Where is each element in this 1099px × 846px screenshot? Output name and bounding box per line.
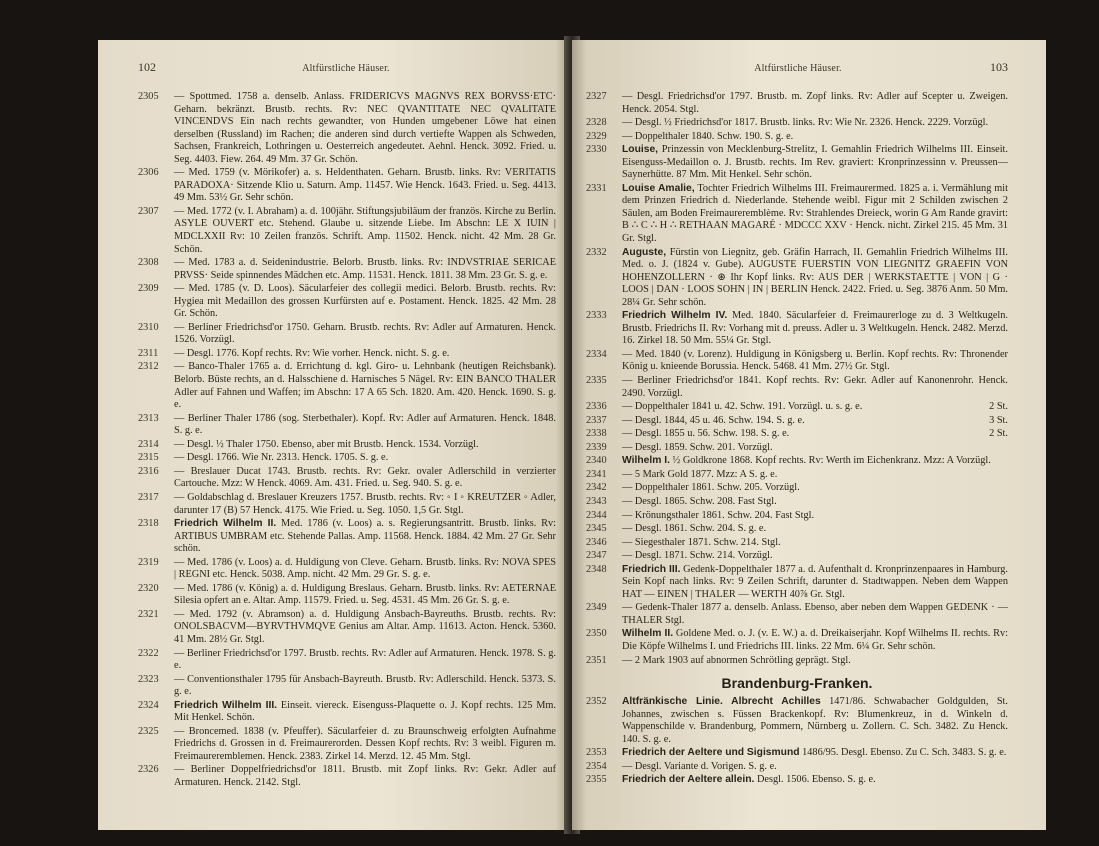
lot-description: Louise, Prinzessin von Mecklenburg-Strelitz, I. Gemahlin Friedrich Wilhelms III. Einseit. Eisenguss-Medaillon o. J. Brustb. rechts. Im Rev. graviert: Kronprinzessinn v. Preussen—Saynerhütte. 87 Mm. Mit Henkel. Sehr schön. (622, 144, 1008, 181)
lot-description: — Breslauer Ducat 1743. Brustb. rechts. Rv: Gekr. ovaler Adlerschild in verzierter Cartouche. Mzz: W Henck. 4069. Am. 431. Fried. u. Seg. 940. S. g. e. (174, 465, 556, 490)
lot-number: 2351 (586, 654, 607, 666)
lot-description: Friedrich Wilhelm III. Einseit. viereck. Eisenguss-Plaquette o. J. Kopf rechts. 125 Mm. Mit Henkel. Schön. (174, 699, 556, 724)
lot-number: 2350 (586, 628, 607, 640)
lot-number: 2316 (138, 465, 159, 477)
catalog-entry (586, 375, 1008, 400)
lot-number: 2309 (138, 283, 159, 295)
lot-number: 2318 (138, 518, 159, 530)
lot-number: 2344 (586, 509, 607, 521)
lot-description: — Desgl. Friedrichsd'or 1797. Brustb. m. Zopf links. Rv: Adler auf Scepter u. Zweigen. Henck. 2054. Stgl. (622, 91, 1008, 115)
lot-number: 2326 (138, 764, 159, 776)
lot-number: 2333 (586, 310, 607, 322)
lot-number: 2310 (138, 321, 159, 333)
lot-number: 2343 (586, 495, 607, 507)
lot-number: 2353 (586, 747, 607, 759)
right-entry-list (586, 91, 1008, 667)
lot-description: — Berliner Thaler 1786 (sog. Sterbethaler). Kopf. Rv: Adler auf Armaturen. Henck. 1848. S. g. e. (174, 412, 556, 437)
lot-description: Friedrich III. Gedenk-Doppelthaler 1877 a. d. Aufenthalt d. Kronprinzenpaares in Hamburg. Sein Kopf nach links. Rv: 9 Zeilen Schrift, darunter d. Stadtwappen. Neben dem Wappen HAT — EINEN | THALER — WERTH 40⅞ Gr. Stgl. (622, 563, 1008, 600)
catalog-entry (586, 469, 1008, 482)
catalog-entry (586, 761, 1008, 774)
lot-number: 2341 (586, 468, 607, 480)
lot-description: — Desgl. 1859. Schw. 201. Vorzügl. (622, 441, 773, 453)
lot-number: 2315 (138, 452, 159, 464)
catalog-entry (586, 655, 1008, 668)
right-page (572, 40, 1046, 830)
catalog-entry (138, 91, 556, 166)
lot-description: — 2 Mark 1903 auf abnormen Schrötling geprägt. Stgl. (622, 654, 851, 666)
lot-number: 2313 (138, 412, 159, 424)
lot-number: 2329 (586, 130, 607, 142)
lot-description: Friedrich der Aeltere und Sigismund 1486/95. Desgl. Ebenso. Zu C. Sch. 3483. S. g. e. (622, 747, 1007, 759)
catalog-entry (138, 206, 556, 256)
lot-description: — Desgl. 1861. Schw. 204. S. g. e. (622, 523, 767, 535)
lot-description: — Doppelthaler 1840. Schw. 190. S. g. e. (622, 130, 794, 142)
lot-description: — Banco-Thaler 1765 a. d. Errichtung d. kgl. Giro- u. Lehnbank (heutigen Reichsbank). Belorb. Büste rechts, an d. Halsschiene d. Harnisches 5 Nägel. Rv: EIN BANCO THALER Adler auf Fahnen und Waffen; im Abschn: 17 A 65 Sch. 1820. Am. 420. Henck. 1690. S. g. e. (174, 361, 556, 411)
lot-number: 2354 (586, 760, 607, 772)
catalog-entry (586, 537, 1008, 550)
catalog-entry (586, 183, 1008, 246)
lot-description: Wilhelm II. Goldene Med. o. J. (v. E. W.) a. d. Dreikaiserjahr. Kopf Wilhelms II. rechts. Rv: Die Köpfe Wilhelms I. und Friedrichs III. links. 22 Mm. 6¼ Gr. Sehr schön. (622, 628, 1008, 652)
catalog-entry (138, 518, 556, 556)
catalog-entry (586, 144, 1008, 182)
right-page-number: 103 (989, 60, 1008, 74)
catalog-entry (586, 602, 1008, 627)
lot-description: — Doppelthaler 1861. Schw. 205. Vorzügl. (622, 482, 800, 494)
left-page-header (138, 60, 556, 75)
lot-description: — Berliner Doppelfriedrichsd'or 1811. Brustb. mit Zopf links. Rv: Gekr. Adler auf Armaturen. Henck. 2142. Stgl. (174, 764, 556, 788)
catalog-entry (586, 131, 1008, 144)
lot-description: — Siegesthaler 1871. Schw. 214. Stgl. (622, 536, 781, 548)
left-running-title: Altfürstliche Häuser. (302, 63, 390, 74)
lot-number: 2320 (138, 582, 159, 594)
lot-description: — Desgl. 1855 u. 56. Schw. 198. S. g. e. 2 St. (622, 428, 1008, 440)
catalog-entry (138, 348, 556, 361)
catalog-entry (138, 439, 556, 452)
lot-description: — Broncemed. 1838 (v. Pfeuffer). Säcularfeier d. zu Braunschweig erfolgten Aufnahme Friedrichs d. Grossen in d. Freimaurerorden. Dessen Kopf rechts. Rv: 3 weibl. Figuren m. Freimaureremblemen. Henck. 2383. Zirkel 14. Merzd. 12. 45 Mm. Stgl. (174, 725, 556, 762)
catalog-entry (586, 310, 1008, 348)
catalog-entry (138, 167, 556, 205)
left-page (98, 40, 570, 830)
lot-number: 2324 (138, 699, 159, 711)
lot-description: — 5 Mark Gold 1877. Mzz: A S. g. e. (622, 468, 778, 480)
lot-description: — Desgl. 1776. Kopf rechts. Rv: Wie vorher. Henck. nicht. S. g. e. (174, 347, 450, 359)
lot-number: 2307 (138, 205, 159, 217)
lot-description: — Desgl. 1871. Schw. 214. Vorzügl. (622, 550, 773, 562)
lot-number: 2348 (586, 563, 607, 575)
catalog-entry (138, 648, 556, 673)
catalog-entry (586, 415, 1008, 428)
lot-number: 2352 (586, 696, 607, 708)
section-title: Brandenburg-Franken. (721, 675, 873, 692)
lot-description: Louise Amalie, Tochter Friedrich Wilhelms III. Freimaurermed. 1825 a. i. Vermählung mit dem Prinzen Friedrich d. Niederlande. Stehende weibl. Figur mit 2 Schilden zwischen 2 Säulen, am Boden Freimaureremblème. Rv: Strahlendes Dreieck, worin G Am Rande gravirt: B ∴ C ∴ H ∴ RETHAAN MAGARÉ · MDCCC XXV · Henck. nicht. Zirkel 215. 45 Mm. 31 Gr. Stgl. (622, 182, 1008, 245)
catalog-entry (586, 510, 1008, 523)
lot-number: 2317 (138, 491, 159, 503)
lot-description: — Desgl. ½ Thaler 1750. Ebenso, aber mit Brustb. Henck. 1534. Vorzügl. (174, 438, 479, 450)
lot-number: 2306 (138, 167, 159, 179)
lot-description: — Berliner Friedrichsd'or 1797. Brustb. rechts. Rv: Adler auf Armaturen. Henck. 1978. S. g. e. (174, 647, 556, 672)
lot-description: — Doppelthaler 1841 u. 42. Schw. 191. Vorzügl. u. s. g. e. 2 St. (622, 401, 1008, 413)
catalog-entry (586, 496, 1008, 509)
lot-quantity: 2 St. (989, 401, 1008, 413)
lot-quantity: 3 St. (989, 414, 1008, 426)
lot-number: 2334 (586, 348, 607, 360)
catalog-entry (586, 523, 1008, 536)
lot-number: 2319 (138, 556, 159, 568)
catalog-entry (138, 492, 556, 517)
lot-description: — Gedenk-Thaler 1877 a. denselb. Anlass. Ebenso, aber neben dem Wappen GEDENK · — THALER Stgl. (622, 602, 1008, 626)
lot-description: — Desgl. Variante d. Vorigen. S. g. e. (622, 760, 777, 772)
lot-description: — Berliner Friedrichsd'or 1750. Geharn. Brustb. rechts. Rv: Adler auf Armaturen. Henck. 1526. Vorzügl. (174, 321, 556, 346)
right-entry-list-section (586, 696, 1008, 787)
catalog-entry (586, 774, 1008, 787)
catalog-entry (138, 361, 556, 411)
lot-number: 2331 (586, 182, 607, 194)
lot-description: — Med. 1759 (v. Mörikofer) a. s. Heldenthaten. Geharn. Brustb. links. Rv: VERITATIS PARADOXA· Sitzende Klio u. Saturn. Amp. 11457. Wie Henck. 1643. Fried. u. Seg. 4413. 49 Mm. 53½ Gr. Sehr schön. (174, 167, 556, 204)
catalog-entry (138, 700, 556, 725)
catalog-entry (586, 628, 1008, 653)
catalog-entry (586, 564, 1008, 602)
catalog-entry (138, 257, 556, 282)
lot-description: — Med. 1786 (v. König) a. d. Huldigung Breslaus. Geharn. Brustb. links. Rv: AETERNAE Silesia opfert an e. Altar. Amp. 11579. Fried. u. Seg. 4531. 45 Mm. 26 Gr. S. g. e. (174, 582, 556, 607)
lot-number: 2342 (586, 482, 607, 494)
lot-number: 2321 (138, 608, 159, 620)
catalog-entry (138, 674, 556, 699)
lot-description: Friedrich Wilhelm IV. Med. 1840. Säcularfeier d. Freimaurerloge zu d. 3 Weltkugeln. Brustb. Friedrichs II. Rv: Vorhang mit d. preuss. Adler u. 3 Weltkugeln. Henck. 2482. Merzd. 16. Zirkel 18. 50 Mm. 55¼ Gr. Stgl. (622, 310, 1009, 347)
lot-description: — Med. 1785 (v. D. Loos). Säcularfeier des collegii medici. Belorb. Brustb. rechts. Rv: Hygiea mit Medaillon des grossen Kurfürsten auf e. Postament. Henck. 1825. 42 Mm. 28 Gr. Schön. (174, 283, 556, 320)
catalog-entry (586, 442, 1008, 455)
catalog-entry (586, 550, 1008, 563)
lot-number: 2328 (586, 117, 607, 129)
right-running-title: Altfürstliche Häuser. (754, 63, 842, 74)
catalog-entry (586, 428, 1008, 441)
lot-number: 2337 (586, 414, 607, 426)
lot-number: 2322 (138, 647, 159, 659)
lot-description: — Desgl. 1865. Schw. 208. Fast Stgl. (622, 495, 777, 507)
lot-number: 2347 (586, 550, 607, 562)
lot-description: — Med. 1786 (v. Loos) a. d. Huldigung von Cleve. Geharn. Brustb. links. Rv: NOVA SPES | REGNI etc. Henck. 5038. Amp. nicht. 42 Mm. 29 Gr. S. g. e. (174, 556, 556, 581)
lot-number: 2339 (586, 441, 607, 453)
lot-description: — Desgl. 1844, 45 u. 46. Schw. 194. S. g. e. 3 St. (622, 414, 1008, 426)
lot-number: 2336 (586, 401, 607, 413)
catalog-entry (138, 609, 556, 647)
lot-description: — Med. 1840 (v. Lorenz). Huldigung in Königsberg u. Berlin. Kopf rechts. Rv: Thronender König u. knieende Borussia. Henck. 5468. 41 Mm. 27½ Gr. Stgl. (622, 348, 1008, 373)
lot-number: 2312 (138, 361, 159, 373)
catalog-entry (586, 482, 1008, 495)
lot-number: 2346 (586, 536, 607, 548)
lot-description: — Med. 1772 (v. I. Abraham) a. d. 100jähr. Stiftungsjubiläum der französ. Kirche zu Berlin. ASYLE OUVERT etc. Stehend. Glaube u. sitzende Liebe. Im Abschn: LE X IUIN | MDCLXXII Rv: 10 Zeilen französ. Schrift. Amp. 11502. Henck. nicht. 42 Mm. 28 Gr. Schön. (174, 205, 556, 255)
lot-number: 2335 (586, 375, 607, 387)
left-entry-list (138, 91, 556, 790)
lot-description: Wilhelm I. ½ Goldkrone 1868. Kopf rechts. Rv: Werth im Eichenkranz. Mzz: A Vorzügl. (622, 455, 991, 467)
catalog-entry (138, 466, 556, 491)
catalog-entry (138, 283, 556, 321)
lot-description: — Krönungsthaler 1861. Schw. 204. Fast Stgl. (622, 509, 815, 521)
lot-description: Altfränkische Linie. Albrecht Achilles 1471/86. Schwabacher Goldgulden, St. Johannes, zwischen s. Füssen Brackenkopf. Rv: Blumenkreuz, in d. Winkeln d. Wappenschilde v. Brandenburg, Pommern, Nürnberg u. Zollern. C. Sch. 3482. Zu Henck. 140. S. g. e. (622, 696, 1008, 745)
lot-description: — Desgl. ½ Friedrichsd'or 1817. Brustb. links. Rv: Wie Nr. 2326. Henck. 2229. Vorzügl. (622, 117, 989, 129)
lot-description: Friedrich Wilhelm II. Med. 1786 (v. Loos) a. s. Regierungsantritt. Brustb. links. Rv: ARTIBUS UMBRAM etc. Stehende Pallas. Amp. 11568. Henck. 1884. 42 Mm. 27 Gr. Sehr schön. (174, 518, 557, 555)
catalog-entry (138, 452, 556, 465)
lot-description: — Berliner Friedrichsd'or 1841. Kopf rechts. Rv: Gekr. Adler auf Kanonenrohr. Henck. 2490. Vorzügl. (622, 375, 1008, 399)
lot-number: 2345 (586, 523, 607, 535)
catalog-entry (586, 401, 1008, 414)
lot-number: 2323 (138, 673, 159, 685)
lot-number: 2330 (586, 144, 607, 156)
lot-number: 2332 (586, 246, 607, 258)
lot-number: 2338 (586, 428, 607, 440)
catalog-entry (586, 455, 1008, 468)
lot-description: Auguste, Fürstin von Liegnitz, geb. Gräfin Harrach, II. Gemahlin Friedrich Wilhelms III. Med. o. J. (1824 v. Gube). AUGUSTE FUERSTIN VON LIEGNITZ GRAEFIN VON HOHENZOLLERN · ⊛ Ihr Kopf links. Rv: AUS DER | WERKSTAETTE | VON | G · LOOS | DAN · LOOS SOHN | IN | BERLIN Henck. 2422. Fried. u. Seg. 3876 Anm. 50 Mm. 28¼ Gr. Sehr schön. (622, 246, 1008, 308)
lot-number: 2327 (586, 91, 607, 102)
right-page-header (586, 60, 1008, 75)
catalog-entry (138, 322, 556, 347)
catalog-entry (586, 117, 1008, 130)
lot-description: — Med. 1792 (v. Abramson) a. d. Huldigung Ansbach-Bayreuths. Brustb. rechts. Rv: ONOLSBACVM—BYRVTHVMQVE Genius am Altar. Amp. 11613. Acton. Henck. 5360. 41 Mm. 28½ Gr. Stgl. (174, 608, 556, 645)
catalog-entry (586, 696, 1008, 746)
lot-description: — Conventionsthaler 1795 für Ansbach-Bayreuth. Brustb. Rv: Adlerschild. Henck. 5373. S. g. e. (174, 673, 556, 698)
lot-number: 2325 (138, 725, 159, 737)
lot-number: 2305 (138, 91, 159, 102)
catalog-entry (138, 557, 556, 582)
lot-description: — Med. 1783 a. d. Seidenindustrie. Belorb. Brustb. links. Rv: INDVSTRIAE SERICAE PRVSS· Seide spinnendes Mädchen etc. Amp. 11531. Henck. 1811. 38 Mm. 23 Gr. S. g. e. (174, 257, 556, 281)
catalog-entry (138, 726, 556, 764)
lot-description: — Goldabschlag d. Breslauer Kreuzers 1757. Brustb. rechts. Rv: ◦ I ◦ KREUTZER ◦ Adler, darunter 17 (B) 57 Henck. 4175. Wie Fried. u. Seg. 1050. 1,5 Gr. Stgl. (174, 491, 556, 516)
lot-number: 2355 (586, 774, 607, 786)
lot-number: 2311 (138, 347, 159, 359)
catalog-entry (586, 91, 1008, 116)
lot-quantity: 2 St. (989, 428, 1008, 440)
catalog-entry (138, 764, 556, 789)
catalog-entry (138, 413, 556, 438)
catalog-entry (138, 583, 556, 608)
catalog-entry (586, 247, 1008, 310)
left-page-number: 102 (138, 60, 156, 74)
lot-number: 2349 (586, 602, 607, 614)
catalog-entry (586, 349, 1008, 374)
catalog-entry (586, 747, 1008, 760)
lot-description: — Spottmed. 1758 a. denselb. Anlass. FRIDERICVS MAGNVS REX BORVSS·ETC· Geharn. bekränzt. Brustb. rechts. Rv: NEC QVANTITATE NEC QVALITATE VINCENDVS Ein nach rechts gewandter, von Hunden umgebener Löwe hat einen derselben (Russland) im Rachen; die anderen sind durch vertiefte Wappen als Schweden, Sachsen, Frankreich, Lothringen u. Oesterreich angedeutet. Aehnl. Henck. 3092. Fried. u. Seg. 4403. Fiew. 264. 49 Mm. 37 Gr. Schön. (174, 91, 556, 165)
lot-description: Friedrich der Aeltere allein. Desgl. 1506. Ebenso. S. g. e. (622, 774, 876, 786)
lot-description: — Desgl. 1766. Wie Nr. 2313. Henck. 1705. S. g. e. (174, 452, 389, 464)
lot-number: 2314 (138, 438, 159, 450)
lot-number: 2308 (138, 257, 159, 269)
lot-number: 2340 (586, 455, 607, 467)
